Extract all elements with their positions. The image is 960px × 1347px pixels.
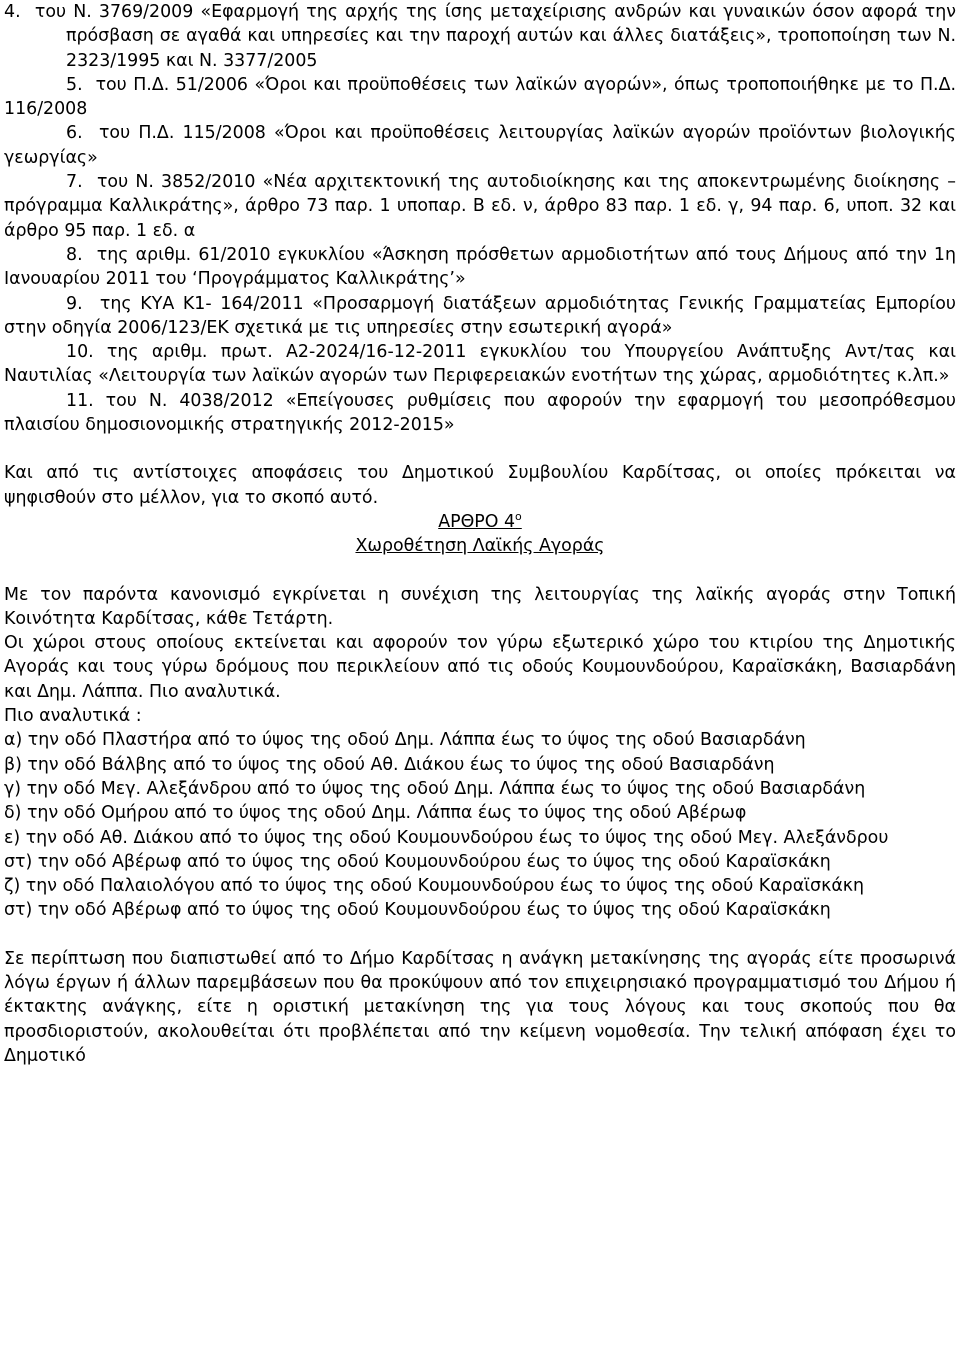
- reference-item: 8. της αριθμ. 61/2010 εγκυκλίου «Άσκηση πρόσθετων αρμοδιοτήτων από τους Δήμους από την 1η Ιανουαρίου 2011 του ‘Προγράμματος Καλλικράτης’»: [4, 244, 956, 290]
- street-item: ε) την οδό Αθ. Διάκου από το ύψος της οδού Κουμουνδούρου έως το ύψος της οδού Μεγ. Αλεξάνδρου: [4, 827, 889, 848]
- spacer: [4, 559, 956, 583]
- street-item: δ) την οδό Ομήρου από το ύψος της οδού Δημ. Λάππα έως το ύψος της οδού Αβέρωφ: [4, 803, 747, 824]
- article-heading: [4, 510, 956, 534]
- reference-item: 10. της αριθμ. πρωτ. Α2-2024/16-12-2011 εγκυκλίου του Υπουργείου Ανάπτυξης Αντ/τας και Ναυτιλίας «Λειτουργία των λαϊκών αγορών των Περιφερειακών ενοτήτων της χώρας, αρμοδιότητες κ.λπ.»: [4, 342, 956, 387]
- paragraph-market-approval: Με τον παρόντα κανονισμό εγκρίνεται η συνέχιση της λειτουργίας της λαϊκής αγοράς στην Τοπική Κοινότητα Καρδίτσας, κάθε Τετάρτη.: [4, 584, 956, 629]
- street-item: στ) την οδό Αβέρωφ από το ύψος της οδού Κουμουνδούρου έως το ύψος της οδού Καραϊσκάκη: [4, 900, 831, 921]
- street-item: β) την οδό Βάλβης από το ύψος της οδού Αθ. Διάκου έως το ύψος της οδού Βασιαρδάνη: [4, 754, 775, 775]
- reference-item: 6. του Π.Δ. 115/2008 «Όροι και προϋποθέσεις λειτουργίας λαϊκών αγορών προϊόντων βιολογικής γεωργίας»: [4, 123, 956, 168]
- street-item: στ) την οδό Αβέρωφ από το ύψος της οδού Κουμουνδούρου έως το ύψος της οδού Καραϊσκάκη: [4, 851, 831, 872]
- intro-paragraph: Και από τις αντίστοιχες αποφάσεις του Δημοτικού Συμβουλίου Καρδίτσας, οι οποίες πρόκειται να ψηφισθούν στο μέλλον, για το σκοπό αυτό.: [4, 463, 956, 508]
- paragraph-relocation: Σε περίπτωση που διαπιστωθεί από το Δήμο Καρδίτσας η ανάγκη μετακίνησης της αγοράς είτε προσωρινά λόγω έργων ή άλλων παρεμβάσεων που θα προκύψουν από τον επιχειρησιακό προγραμματισμό του Δήμου ή έκτακτης ανάγκης, είτε η οριστική μετακίνηση της για τους λόγους και τους σκοπούς που θα προσδιοριστούν, ακολουθείται ότι προβλέπεται από την κείμενη νομοθεσία. Την τελική απόφαση έχει το Δημοτικό: [4, 948, 956, 1066]
- article-label: ΑΡΘΡΟ 4: [438, 511, 516, 532]
- reference-item: 5. του Π.Δ. 51/2006 «Όροι και προϋποθέσεις των λαϊκών αγορών», όπως τροποποιήθηκε με το Π.Δ. 116/2008: [4, 74, 956, 120]
- spacer: [4, 437, 956, 461]
- paragraph-market-area: Οι χώροι στους οποίους εκτείνεται και αφορούν τον γύρω εξωτερικό χώρο του κτιρίου της Δημοτικής Αγοράς και τους γύρω δρόμους που περικλείουν από τις οδούς Κουμουνδούρου, Καραϊσκάκη, Βασιαρδάνη και Δημ. Λάππα. Πιο αναλυτικά.: [4, 633, 956, 702]
- streets-list: [4, 728, 956, 922]
- reference-item: 9. της ΚΥΑ Κ1- 164/2011 «Προσαρμογή διατάξεων αρμοδιότητας Γενικής Γραμματείας Εμπορίου στην οδηγία 2006/123/ΕΚ σχετικά με τις υπηρεσίες στην εσωτερική αγορά»: [4, 293, 956, 338]
- article-ordinal: ο: [515, 510, 522, 524]
- street-item: ζ) την οδό Παλαιολόγου από το ύψος της οδού Κουμουνδούρου έως το ύψος της οδού Καραϊσκάκη: [4, 876, 865, 897]
- reference-item: 7. του Ν. 3852/2010 «Νέα αρχιτεκτονική της αυτοδιοίκησης και της αποκεντρωμένης διοίκησης – πρόγραμμα Καλλικράτης», άρθρο 73 παρ. 1 υποπαρ. Β εδ. ν, άρθρο 83 παρ. 1 εδ. γ, 94 παρ. 6, υποπ. 32 και άρθρο 95 παρ. 1 εδ. α: [4, 172, 956, 241]
- spacer: [4, 923, 956, 947]
- reference-item: 11. του Ν. 4038/2012 «Επείγουσες ρυθμίσεις που αφορούν την εφαρμογή του μεσοπρόθεσμου πλαισίου δημοσιονομικής στρατηγικής 2012-2015»: [4, 390, 956, 436]
- street-item: γ) την οδό Μεγ. Αλεξάνδρου από το ύψος της οδού Δημ. Λάππα έως το ύψος της οδού Βασιαρδάνη: [4, 778, 866, 799]
- reference-item: 4. του Ν. 3769/2009 «Εφαρμογή της αρχής της ίσης μεταχείρισης ανδρών και γυναικών όσον αφορά την πρόσβαση σε αγαθά και υπηρεσίες και την παροχή αυτών και άλλες διατάξεις», τροποποίηση των Ν. 2323/1995 και Ν. 3377/2005: [4, 2, 956, 71]
- paragraph-details-heading: Πιο αναλυτικά :: [4, 706, 142, 727]
- legal-references-list: [4, 0, 956, 437]
- article-title: Χωροθέτηση Λαϊκής Αγοράς: [355, 536, 605, 557]
- street-item: α) την οδό Πλαστήρα από το ύψος της οδού Δημ. Λάππα έως το ύψος της οδού Βασιαρδάνη: [4, 730, 806, 751]
